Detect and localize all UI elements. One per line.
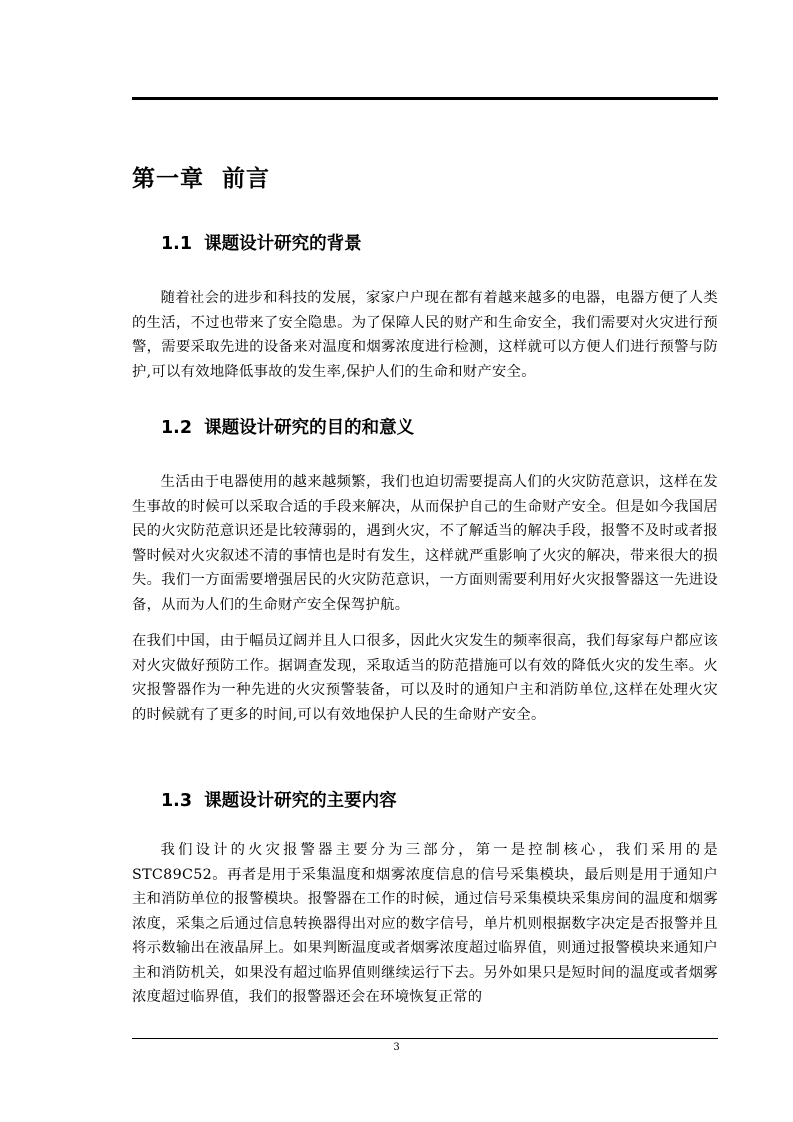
section-heading-1-1: 1.1 课题设计研究的背景 — [161, 234, 362, 254]
paragraph-purpose: 生活由于电器使用的越来越频繁，我们也迫切需要提高人们的火灾防范意识，这样在发生事故的时候可以采取合适的手段来解决，从而保护自己的生命财产安全。但是如今我国居民的火灾防范意识还是比较薄弱的，遇到火灾，不了解适当的解决手段，报警不及时或者报警时候对火灾叙述不清的事情也是时有发生，这样就严重影响了火灾的解决，带来很大的损失。我们一方面需要增强居民的火灾防范意识，一方面则需要利用好火灾报警器这一先进设备，从而为人们的生命财产安全保驾护航。 — [132, 474, 718, 613]
paragraph-background: 随着社会的进步和科技的发展，家家户户现在都有着越来越多的电器，电器方便了人类的生活，不过也带来了安全隐患。为了保障人民的财产和生命安全，我们需要对火灾进行预警，需要采取先进的设备来对温度和烟雾浓度进行检测，这样就可以方便人们进行预警与防护,可以有效地降低事故的发生率,保护人们的生命和财产安全。 — [132, 290, 718, 380]
chapter-title: 第一章 前言 — [132, 166, 271, 192]
paragraph-main-content: 我们设计的火灾报警器主要分为三部分，第一是控制核心，我们采用的是STC89C52。再者是用于采集温度和烟雾浓度信息的信号采集模块，最后则是用于通知户主和消防单位的报警模块。报警器在工作的时候，通过信号采集模块采集房间的温度和烟雾浓度，采集之后通过信息转换器得出对应的数字信号，单片机则根据数字决定是否报警并且将示数输出在液晶屏上。如果判断温度或者烟雾浓度超过临界值，则通过报警模块来通知户主和消防机关，如果没有超过临界值则继续运行下去。另外如果只是短时间的温度或者烟雾浓度超过临界值，我们的报警器还会在环境恢复正常的 — [132, 842, 718, 1005]
page-number: 3 — [393, 1042, 400, 1053]
footer-rule — [132, 1038, 718, 1039]
section-heading-1-3: 1.3 课题设计研究的主要内容 — [161, 791, 397, 811]
section-heading-1-2: 1.2 课题设计研究的目的和意义 — [161, 418, 415, 438]
header-rule — [132, 97, 718, 100]
paragraph-significance: 在我们中国，由于幅员辽阔并且人口很多，因此火灾发生的频率很高，我们每家每户都应该对火灾做好预防工作。据调查发现，采取适当的防范措施可以有效的降低火灾的发生率。火灾报警器作为一种先进的火灾预警装备，可以及时的通知户主和消防单位,这样在处理火灾的时候就有了更多的时间,可以有效地保护人民的生命财产安全。 — [132, 633, 718, 723]
